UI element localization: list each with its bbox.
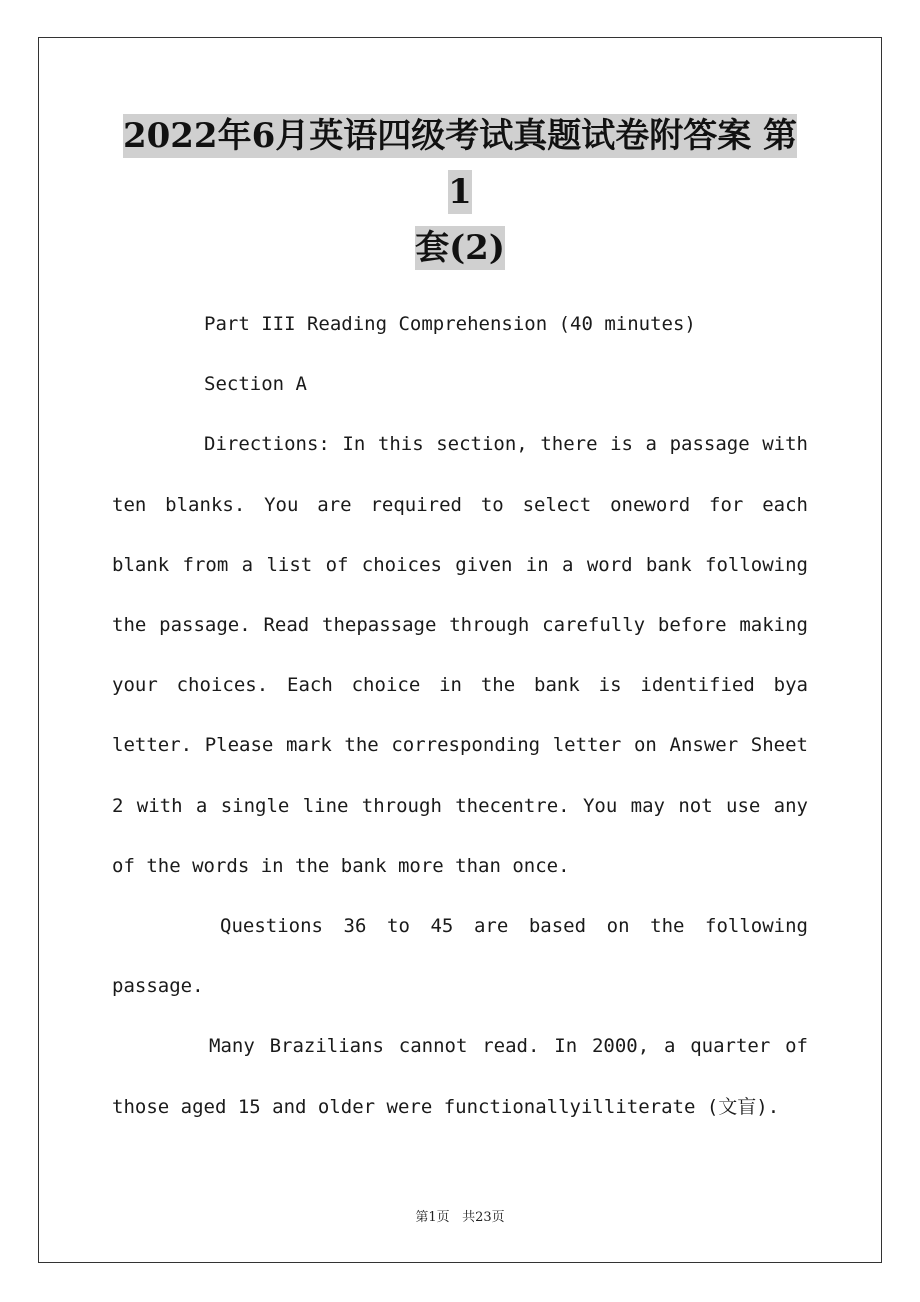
document-body (112, 294, 808, 1137)
page-total: 共23页 (462, 1210, 505, 1225)
questions-intro-paragraph: Questions 36 to 45 are based on the following passage. (112, 915, 808, 998)
page-number: 第1页 (415, 1210, 450, 1225)
passage-paragraph: Many Brazilians cannot read. In 2000, a quarter of those aged 15 and older were functionallyilliterate (文盲). (112, 1035, 808, 1118)
page-footer (0, 1206, 920, 1225)
title-line-2: 套(2) (415, 228, 505, 268)
title-line-1: 2022年6月英语四级考试真题试卷附答案 第1 (122, 116, 798, 212)
part-heading: Part III Reading Comprehension (40 minutes) (204, 313, 696, 335)
section-heading: Section A (204, 373, 307, 396)
directions-paragraph: Directions: In this section, there is a passage with ten blanks. You are required to select oneword for each blank from a list of choices given in a word bank following the passage. Read thepassage through carefully before making your choices. Each choice in the bank is identified bya letter. Please mark the corresponding letter on Answer Sheet 2 with a single line through thecentre. You may not use any of the words in the bank more than once. (112, 433, 808, 877)
document-title (112, 108, 808, 276)
